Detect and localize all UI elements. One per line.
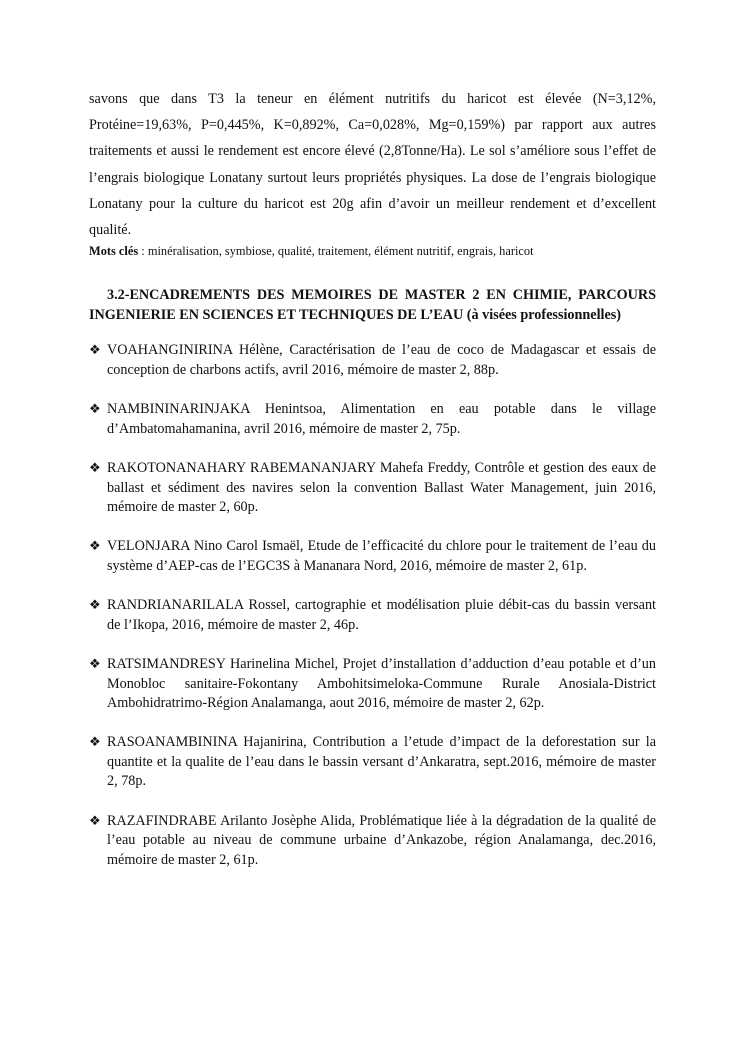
document-page (89, 86, 656, 890)
list-item (89, 655, 656, 714)
list-item (89, 459, 656, 518)
bullet-icon: ❖ (89, 539, 101, 555)
bullet-icon: ❖ (89, 460, 101, 476)
reference-text: RAKOTONANAHARY RABEMANANJARY Mahefa Freddy, Contrôle et gestion des eaux de ballast et sédiment des navires selon la convention Ballast Water Management, juin 2016, mémoire de master 2, 60p. (107, 459, 656, 516)
keywords-label: Mots clés (89, 244, 139, 259)
list-item (89, 400, 656, 439)
reference-text: RASOANAMBININA Hajanirina, Contribution a l’etude d’impact de la deforestation sur la quantite et la qualite de l’eau dans le bassin versant d’Ankaratra, sept.2016, mémoire de master 2, 78p. (107, 734, 656, 790)
list-item (89, 596, 656, 635)
bullet-icon: ❖ (89, 402, 101, 418)
thesis-list (89, 341, 656, 870)
section-title: 3.2-ENCADREMENTS DES MEMOIRES DE MASTER 2 EN CHIMIE, PARCOURS INGENIERIE EN SCIENCES ET TECHNIQUES DE L’EAU (à visées professionnelles) (89, 287, 656, 323)
list-item (89, 537, 656, 576)
bullet-icon: ❖ (89, 656, 101, 672)
bullet-icon: ❖ (89, 735, 101, 751)
reference-text: VOAHANGINIRINA Hélène, Caractérisation de l’eau de coco de Madagascar et essais de conception de charbons actifs, avril 2016, mémoire de master 2, 88p. (107, 342, 656, 378)
reference-text: NAMBININARINJAKA Henintsoa, Alimentation en eau potable dans le village d’Ambatomahamanina, avril 2016, mémoire de master 2, 75p. (107, 401, 656, 437)
reference-text: RAZAFINDRABE Arilanto Josèphe Alida, Problématique liée à la dégradation de la qualité de l’eau potable au niveau de commune urbaine d’Ankazobe, région Analamanga, dec.2016, mémoire de master 2, 61p. (107, 812, 656, 868)
list-item (89, 341, 656, 380)
keywords-text: : minéralisation, symbiose, qualité, traitement, élément nutritif, engrais, haricot (138, 244, 534, 259)
reference-text: RATSIMANDRESY Harinelina Michel, Projet d’installation d’adduction d’eau potable et d’un Monobloc sanitaire-Fokontany Ambohitsimeloka-Commune Rurale Anosiala-District Ambohidratrimo-Région Analamanga, aout 2016, mémoire de master 2, 62p. (107, 655, 656, 712)
reference-text: RANDRIANARILALA Rossel, cartographie et modélisation pluie débit-cas du bassin versant de l’Ikopa, 2016, mémoire de master 2, 46p. (107, 597, 656, 633)
keywords-line (89, 243, 656, 260)
bullet-icon: ❖ (89, 813, 101, 829)
bullet-icon: ❖ (89, 343, 101, 359)
bullet-icon: ❖ (89, 598, 101, 614)
reference-text: VELONJARA Nino Carol Ismaël, Etude de l’efficacité du chlore pour le traitement de l’eau du système d’AEP-cas de l’EGC3S à Mananara Nord, 2016, mémoire de master 2, 61p. (107, 538, 656, 574)
list-item (89, 812, 656, 871)
intro-paragraph: savons que dans T3 la teneur en élément nutritifs du haricot est élevée (N=3,12%, Protéine=19,63%, P=0,445%, K=0,892%, Ca=0,028%, Mg=0,159%) par rapport aux autres traitements et aussi le rendement est encore élevé (2,8Tonne/Ha). Le sol s’améliore sous l’effet de l’engrais biologique Lonatany surtout leurs propriétés physiques. La dose de l’engrais biologique Lonatany pour la culture du haricot est 20g afin d’avoir un meilleur rendement et d’excellent qualité. (89, 91, 656, 239)
list-item (89, 733, 656, 792)
